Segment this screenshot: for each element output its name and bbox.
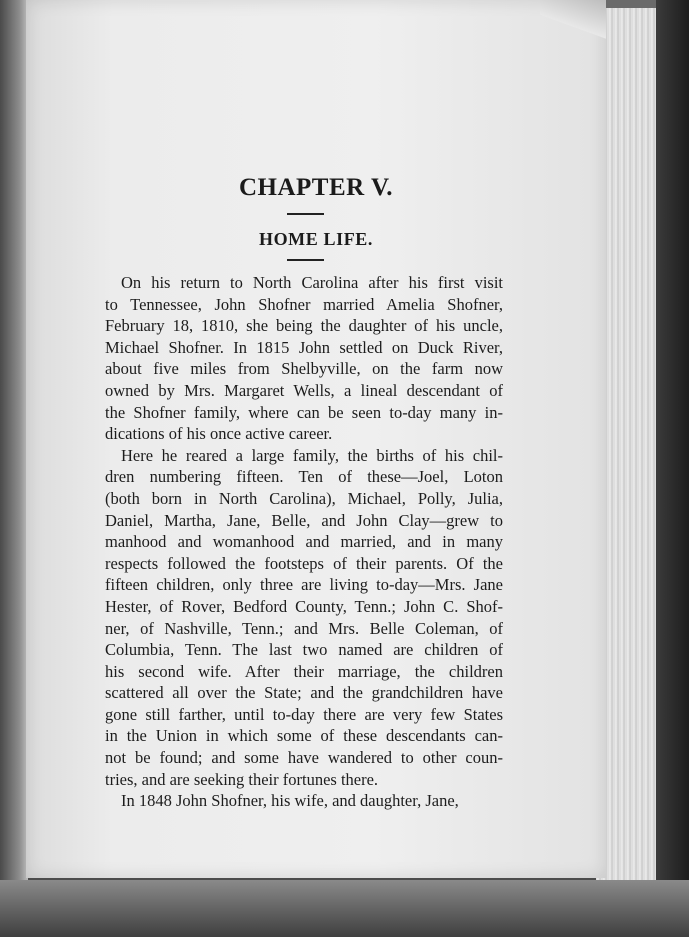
text-line: February 18, 1810, she being the daughter of his uncle, bbox=[105, 316, 503, 336]
text-line: Columbia, Tenn. The last two named are children of bbox=[105, 640, 503, 660]
text-line: not be found; and some have wandered to other coun- bbox=[105, 748, 503, 768]
text-line: In 1848 John Shofner, his wife, and daughter, Jane, bbox=[121, 791, 459, 811]
text-line: owned by Mrs. Margaret Wells, a lineal descendant of bbox=[105, 380, 503, 400]
text-line: dications of his once active career. bbox=[105, 424, 333, 444]
text-line: Here he reared a large family, the births of his chil- bbox=[121, 445, 503, 465]
text-line: dren numbering fifteen. Ten of these—Joel, Loton bbox=[105, 467, 503, 487]
text-line: in the Union in which some of these descendants can- bbox=[105, 726, 503, 746]
text-line: fifteen children, only three are living to-day—Mrs. Jane bbox=[105, 575, 503, 595]
title-rule-bottom bbox=[287, 259, 324, 261]
chapter-title: CHAPTER V. bbox=[238, 174, 394, 201]
title-rule-top bbox=[287, 213, 324, 215]
text-line: ner, of Nashville, Tenn.; and Mrs. Belle Coleman, of bbox=[105, 618, 503, 638]
text-line: to Tennessee, John Shofner married Amelia Shofner, bbox=[105, 294, 503, 314]
text-line: his second wife. After their marriage, the children bbox=[105, 661, 503, 681]
text-line: gone still farther, until to-day there are very few States bbox=[105, 704, 503, 724]
text-line: Hester, of Rover, Bedford County, Tenn.; John C. Shof- bbox=[105, 596, 503, 616]
text-line: Daniel, Martha, Jane, Belle, and John Clay—grew to bbox=[105, 510, 503, 530]
text-line: scattered all over the State; and the grandchildren have bbox=[105, 683, 503, 703]
book-cover-edge bbox=[656, 0, 689, 937]
page-corner-curl bbox=[540, 0, 606, 40]
bottom-shadow bbox=[0, 880, 689, 937]
text-line: respects followed the footsteps of their parents. Of the bbox=[105, 553, 503, 573]
text-line: (both born in North Carolina), Michael, Polly, Julia, bbox=[105, 488, 503, 508]
text-line: manhood and womanhood and married, and in many bbox=[105, 532, 503, 552]
text-line: tries, and are seeking their fortunes there. bbox=[105, 769, 379, 789]
text-line: the Shofner family, where can be seen to-day many in- bbox=[105, 402, 503, 422]
book-spine-edge bbox=[0, 0, 28, 900]
body-text bbox=[105, 272, 503, 812]
text-line: Michael Shofner. In 1815 John settled on Duck River, bbox=[105, 337, 503, 357]
section-title: HOME LIFE. bbox=[258, 229, 373, 249]
text-line: about five miles from Shelbyville, on the farm now bbox=[105, 359, 503, 379]
text-line: On his return to North Carolina after his first visit bbox=[121, 273, 503, 292]
